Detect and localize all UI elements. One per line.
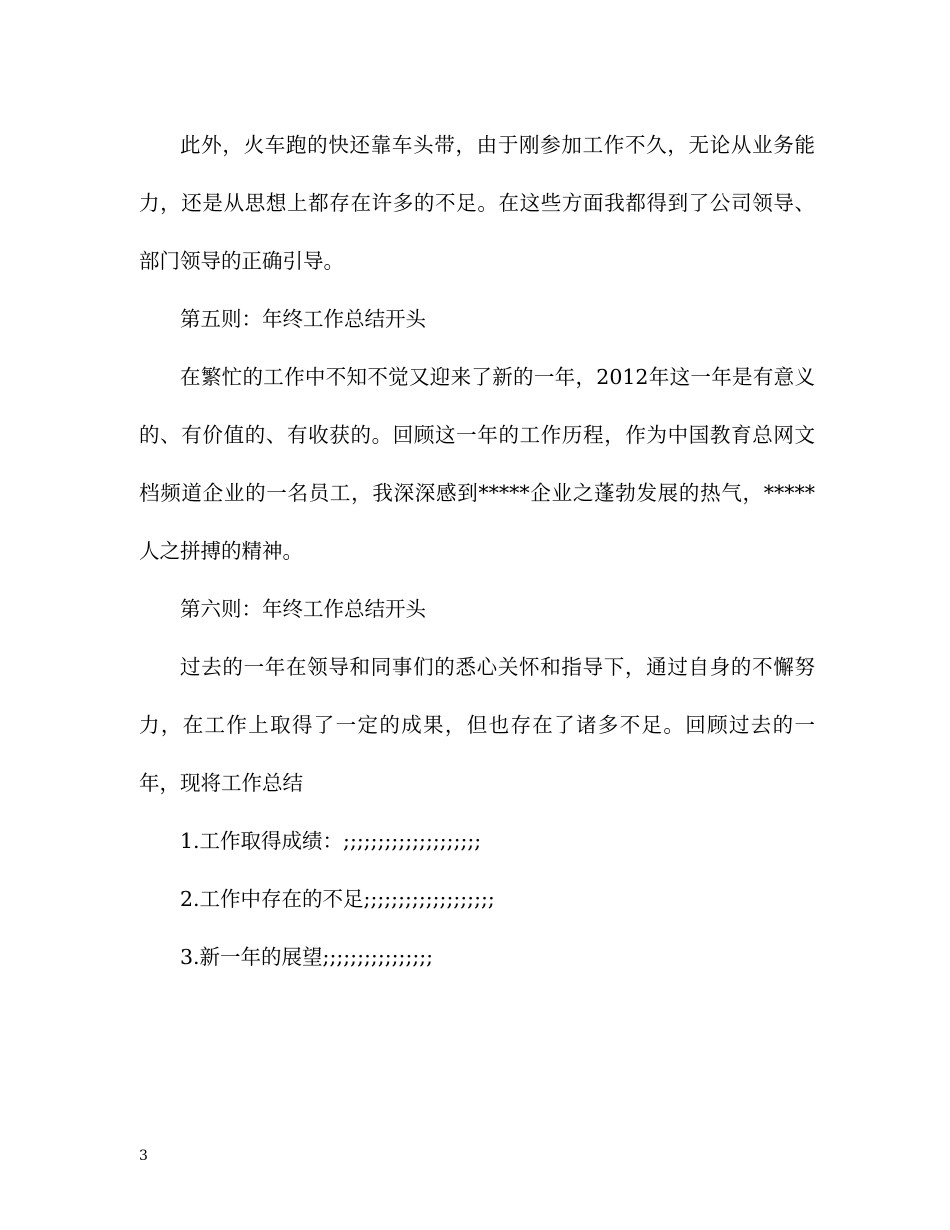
paragraph-sixth-example: 过去的一年在领导和同事们的悉心关怀和指导下，通过自身的不懈努力，在工作上取得了一定的成果，但也存在了诸多不足。回顾过去的一年，现将工作总结 (139, 655, 815, 795)
list-item-outlook: 3.新一年的展望;;;;;;;;;;;;;;;; (180, 945, 434, 969)
heading-fifth-example: 第五则：年终工作总结开头 (180, 307, 426, 331)
list-item-shortcomings: 2.工作中存在的不足;;;;;;;;;;;;;;;;;;; (180, 887, 495, 911)
paragraph-fifth-example: 在繁忙的工作中不知不觉又迎来了新的一年，2012年这一年是有意义的、有价值的、有收获的。回顾这一年的工作历程，作为中国教育总网文档频道企业的一名员工，我深深感到*****企业之蓬勃发展的热气，*****人之拼搏的精神。 (139, 365, 815, 563)
list-item-achievements: 1.工作取得成绩：;;;;;;;;;;;;;;;;;;;; (180, 829, 482, 853)
page-number: 3 (139, 1148, 148, 1164)
document-body (139, 116, 815, 986)
paragraph-train-analogy: 此外，火车跑的快还靠车头带，由于刚参加工作不久，无论从业务能力，还是从思想上都存在许多的不足。在这些方面我都得到了公司领导、部门领导的正确引导。 (139, 133, 815, 273)
heading-sixth-example: 第六则：年终工作总结开头 (180, 597, 426, 621)
